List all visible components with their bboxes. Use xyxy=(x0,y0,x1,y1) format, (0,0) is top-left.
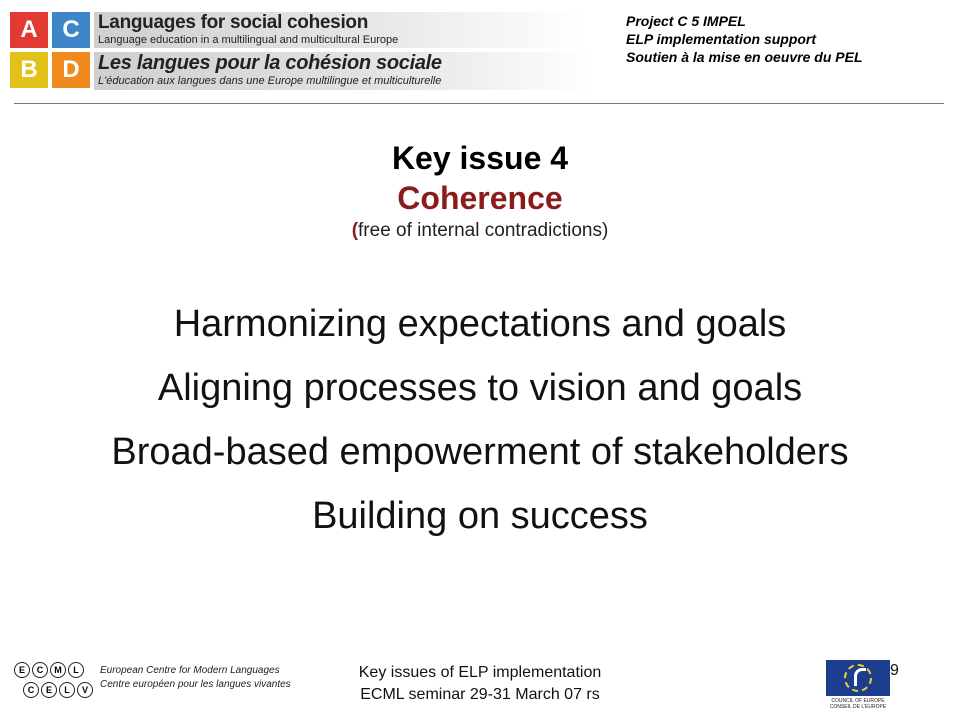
banner-subtitle-fr: L'éducation aux langues dans une Europe multilingue et multiculturelle xyxy=(98,75,442,87)
key-point: Aligning processes to vision and goals xyxy=(157,367,803,409)
subtitle-open-paren: ( xyxy=(351,220,359,241)
project-line-2: ELP implementation support xyxy=(626,31,817,47)
ecml-name xyxy=(100,664,291,692)
project-info xyxy=(626,12,956,66)
ecml-name-en: European Centre for Modern Languages xyxy=(100,665,280,676)
ecml-letter-circle: C xyxy=(32,662,48,678)
header-divider xyxy=(14,103,944,104)
logo-tile-d: D xyxy=(52,52,90,88)
footer-line-2: ECML seminar 29-31 March 07 rs xyxy=(360,686,600,703)
banner-title-en: Languages for social cohesion xyxy=(98,12,369,33)
logo-tile-a: A xyxy=(10,12,48,48)
slide-topic: Coherence xyxy=(397,180,563,216)
footer-text xyxy=(300,662,660,706)
ecml-letter-circle: E xyxy=(41,682,57,698)
coe-flag xyxy=(826,660,890,696)
slide-heading: Key issue 4 xyxy=(391,140,569,176)
ecml-letter-circle: M xyxy=(50,662,66,678)
acbd-logo-banner xyxy=(10,10,600,90)
banner-subtitle-en: Language education in a multilingual and multicultural Europe xyxy=(98,34,399,46)
key-points-list xyxy=(0,292,960,548)
logo-tile-c: C xyxy=(52,12,90,48)
coe-caption xyxy=(826,698,890,710)
ecml-letter-circle: V xyxy=(77,682,93,698)
ecml-logo xyxy=(14,660,291,704)
key-point: Broad-based empowerment of stakeholders xyxy=(111,431,849,473)
key-point: Harmonizing expectations and goals xyxy=(173,303,787,345)
banner-title-fr: Les langues pour la cohésion sociale xyxy=(98,52,442,74)
council-of-europe-logo xyxy=(826,660,890,710)
project-line-3: Soutien à la mise en oeuvre du PEL xyxy=(626,49,863,65)
coe-caption-en: COUNCIL OF EUROPE xyxy=(831,698,885,704)
footer-line-1: Key issues of ELP implementation xyxy=(358,664,602,681)
page-number: 9 xyxy=(890,662,899,679)
ecml-letter-circle: L xyxy=(68,662,84,678)
logo-tile-b: B xyxy=(10,52,48,88)
banner-english-band xyxy=(94,12,584,48)
coe-caption-fr: CONSEIL DE L'EUROPE xyxy=(829,704,887,710)
coe-mark-icon xyxy=(854,668,866,686)
banner-french-band xyxy=(94,52,594,90)
ecml-letter-circle: L xyxy=(59,682,75,698)
key-point: Building on success xyxy=(312,495,648,537)
slide-subtitle xyxy=(0,218,960,244)
subtitle-text: free of internal contradictions) xyxy=(358,220,609,241)
project-line-1: Project C 5 IMPEL xyxy=(626,13,746,29)
ecml-name-fr: Centre européen pour les langues vivantes xyxy=(100,679,291,690)
ecml-letter-circle: E xyxy=(14,662,30,678)
ecml-letter-circle: C xyxy=(23,682,39,698)
slide-title-block xyxy=(0,138,960,244)
